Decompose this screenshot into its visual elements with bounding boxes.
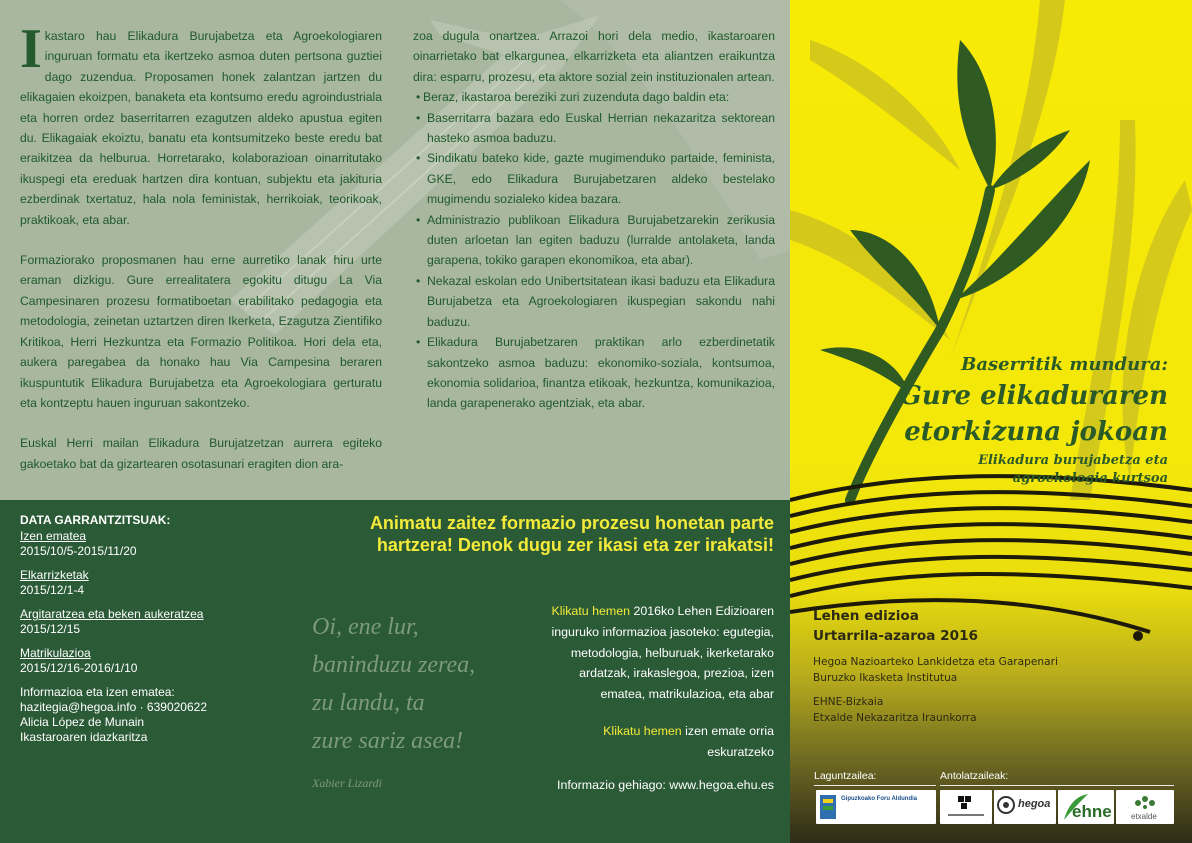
poem: [312, 608, 532, 760]
important-dates: [20, 513, 290, 745]
list-item: • Nekazal eskolan edo Unibertsitatean ikasi baduzu eta Elikadura Burujabetza eta Agroekologiaren ikuspegian sakondu nahi baduzu.: [413, 271, 775, 332]
contact-info: [20, 685, 290, 745]
register-link-text: izen emate orria eskuratzeko: [685, 723, 774, 759]
university-logo: [940, 790, 992, 824]
info-link-paragraph: [540, 601, 774, 705]
date-label: Izen ematea: [20, 529, 87, 543]
subtitle-line-2: agroekologia kurtsoa: [1012, 471, 1168, 486]
poem-line: Oi, ene lur,: [312, 614, 419, 640]
date-item: [20, 568, 290, 598]
cover-title: [900, 352, 1168, 488]
edition-label: Lehen edizioa: [813, 608, 919, 624]
links-block: [540, 601, 774, 795]
organizers-text: [813, 654, 1058, 726]
contact-role: Ikastaroaren idazkaritza: [20, 730, 148, 744]
list-item: • Elikadura Burujabetzaren praktikan arlo ezberdinetatik sakontzeko asmoa baduzu: ekonomiko-soziala, kontsumoa, ekonomia solidarioa, finantza etikoak, hezkuntza, komunikazioa, landa garapenerako agentziak, eta abar.: [413, 332, 775, 414]
text-column-1: [20, 18, 382, 474]
date-label: Matrikulazioa: [20, 646, 91, 660]
edition-info: [813, 606, 978, 646]
cta-line-1: Animatu zaitez formazio prozesu honetan parte: [369, 513, 774, 533]
paragraph-lead: zoa dugula onartzea. Arrazoi hori dela medio, ikastaroaren oinarrietako bat elkargunea, elkarrizketa eta aliantzen eraikuntza dira: esparru, prozesu, eta aktore sozial zein instituzionalen artean.: [413, 29, 775, 84]
date-label: Elkarrizketak: [20, 568, 89, 582]
organizers-label: Antolatzaileak:: [940, 770, 1009, 782]
date-value: 2015/12/16-2016/1/10: [20, 661, 138, 675]
edition-dates: Urtarrila-azaroa 2016: [813, 628, 978, 644]
click-here-link-register[interactable]: Klikatu hemen: [603, 723, 682, 738]
contact-heading: Informazioa eta izen ematea:: [20, 685, 175, 699]
title-line-2: Gure elikaduraren: [899, 381, 1168, 411]
contact-name: Alicia López de Munain: [20, 715, 145, 729]
date-value: 2015/12/1-4: [20, 583, 85, 597]
list-item: • Administrazio publikoan Elikadura Burujabetzarekin zerikusia duten arloetan lan egiten baduzu (lurralde antolaketa, landa garapena, tokiko garapen ekonomikoa, eta abar).: [413, 210, 775, 271]
org-ehne-line-1: EHNE-Bizkaia: [813, 696, 884, 708]
date-item: [20, 646, 290, 676]
info-panel: [0, 500, 790, 843]
subtitle-line-1: Elikadura burujabetza eta: [978, 453, 1168, 468]
ehne-logo: ehne: [1058, 790, 1114, 824]
date-value: 2015/12/15: [20, 622, 81, 636]
poem-line: zu landu, ta: [312, 690, 425, 716]
paragraph-1: [20, 18, 382, 230]
click-here-link-info[interactable]: Klikatu hemen: [551, 604, 630, 618]
audience-intro: • Beraz, ikastaroa bereziki zuri zuzenduta dago baldin eta:: [413, 87, 775, 107]
list-item: • Baserritarra bazara edo Euskal Herrian nekazaritza sektorean hasteko asmoa baduzu.: [413, 108, 775, 149]
paragraph-2: Formaziorako proposmanen hau erne aurretiko lanak hiru urte eraman dizkigu. Gure errealitatera egokitu ditugu La Via Campesinaren prozesu formatiboetan erabilitako pedagogia eta metodologia, zeinetan uztartzen diren Ikerketa, Ezagutza Zientifiko Kritikoa, Herri Hezkuntza eta Formazio Politikoa. Hori dela eta, aukera paregabea da honako hau Via Campesina beraren ikuspuntutik Elikadura Burujabetza eta Agroekologiara gerturatu eta kontzeptu hauen inguruan sakontzeko.: [20, 253, 382, 410]
drop-cap: I: [20, 18, 42, 80]
date-value: 2015/10/5-2015/11/20: [20, 544, 137, 558]
paragraph-3: Euskal Herri mailan Elikadura Burujatzetzan aurrera egiteko gakoetako bat da gizartearen osotasunari eragiten dion ara-: [20, 436, 382, 471]
list-item: • Sindikatu bateko kide, gazte mugimenduko partaide, feminista, GKE, edo Elikadura Burujabetzaren aldeko bestelako mugimendu sozialeko kidea bazara.: [413, 148, 775, 209]
date-label: Argitaratzea eta beken aukeratzea: [20, 607, 204, 621]
paragraph-1-text: kastaro hau Elikadura Burujabetza eta Agroekologiaren inguruan formatu eta ikertzeko asmoa duten pertsona guztiei dago zuzendua. Proposamen honek zalantzan jartzen du elikagaien ekoizpen, banaketa eta kontsumo eredu agroindustriala eta horren ordez baserritarren ezagutzen aldeko apustua egiten du. Elikagaiak ekoiztu, banatu eta kontsumitzeko beste eredu bat eraikitzea da helburua. Horretarako, kolaborazioan oinarritutako ikuspegi eta ereduak hartzen dira kontuan, subjektu eta jakituria ezberdinak txertatuz, hala nola feministak, herrikoiak, teorikoak, praktikoak, eta abar.: [20, 29, 382, 227]
org-hegoa-line-1: Hegoa Nazioarteko Lankidetza eta Garapenari: [813, 656, 1058, 668]
divider: [940, 785, 1174, 786]
supporter-label: Laguntzailea:: [814, 770, 877, 782]
divider: [814, 785, 936, 786]
more-info-link[interactable]: Informazio gehiago: www.hegoa.ehu.es: [557, 777, 774, 792]
poem-line: zure sariz asea!: [312, 728, 464, 754]
register-link-paragraph: [540, 721, 774, 763]
etxalde-logo: etxalde: [1116, 790, 1174, 824]
cover-panel: [790, 0, 1192, 843]
text-column-2: [413, 26, 775, 414]
org-ehne-line-2: Etxalde Nekazaritza Iraunkorra: [813, 712, 977, 724]
cta-line-2: hartzera! Denok dugu zer ikasi eta zer irakatsi!: [376, 535, 774, 555]
info-link-text: 2016ko Lehen Edizioaren inguruko informazioa jasoteko: egutegia, metodologia, helburuak, ikerketarako ardatzak, irakaslegoa, prezioa, izen ematea, matrikulazioa, eta abar: [551, 604, 774, 702]
title-line-3: etorkizuna jokoan: [904, 417, 1168, 447]
poem-line: baninduzu zerea,: [312, 652, 476, 678]
gipuzkoa-logo: Gipuzkoako Foru Aldundia: [816, 790, 936, 824]
dates-heading: DATA GARRANTZITSUAK:: [20, 513, 171, 527]
intro-text-panel: [0, 0, 790, 500]
audience-list: [413, 87, 775, 414]
hegoa-logo: hegoa: [994, 790, 1056, 824]
org-hegoa-line-2: Buruzko Ikasketa Institutua: [813, 672, 958, 684]
title-line-1: Baserritik mundura:: [961, 354, 1168, 375]
call-to-action: [312, 512, 774, 556]
contact-email-phone[interactable]: hazitegia@hegoa.info · 639020622: [20, 700, 207, 714]
date-item: [20, 529, 290, 559]
date-item: [20, 607, 290, 637]
poem-author: Xabier Lizardi: [312, 776, 382, 790]
